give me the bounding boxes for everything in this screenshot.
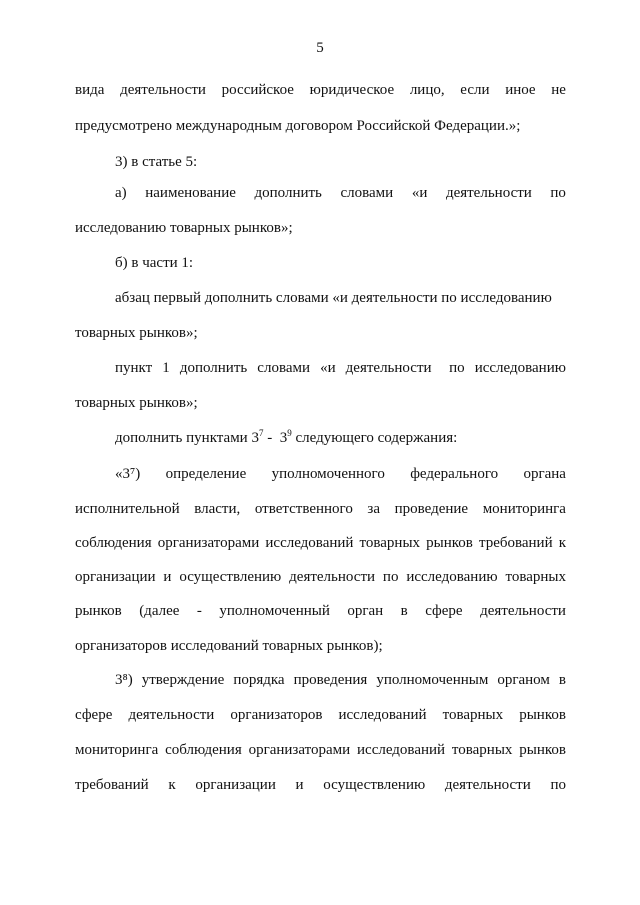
word: деятельности — [445, 185, 532, 201]
text-line — [75, 567, 566, 587]
word: и — [163, 569, 172, 585]
word: иное — [505, 82, 536, 98]
word: организации — [75, 569, 156, 585]
word: 1 — [162, 360, 170, 376]
word: уполномоченным — [376, 672, 489, 688]
word: сфере — [425, 603, 463, 619]
word: орган — [347, 603, 384, 619]
word: пункт — [115, 360, 153, 376]
word: рынков — [519, 707, 566, 723]
word: словами — [340, 185, 394, 201]
text-line: б) в части 1: — [115, 255, 194, 271]
word: российское — [221, 82, 294, 98]
word: осуществлению — [323, 777, 426, 793]
word: товарных — [442, 707, 504, 723]
word: лицо, — [409, 82, 445, 98]
superscript: 7 — [258, 428, 264, 438]
word: рынков — [519, 742, 566, 758]
word: не — [551, 82, 566, 98]
word: сфере — [75, 707, 113, 723]
word: «и — [320, 360, 336, 376]
word: в — [400, 603, 408, 619]
word: исследований — [338, 707, 427, 723]
text-line — [75, 705, 566, 725]
word: проведение — [394, 501, 469, 517]
page-number: 5 — [316, 40, 324, 56]
word: если — [460, 82, 490, 98]
text-line — [115, 670, 566, 690]
word: уполномоченного — [271, 466, 385, 482]
word: проведения — [293, 672, 368, 688]
text-line — [115, 183, 566, 203]
word: рынков — [75, 603, 122, 619]
word: «3⁷) — [115, 466, 141, 482]
word: требований — [75, 777, 149, 793]
text-fragment: следующего содержания: — [291, 430, 458, 446]
word: дополнить — [254, 185, 322, 201]
word: в — [558, 672, 566, 688]
word: деятельности — [120, 82, 206, 98]
text-line: предусмотрено международным договором Российской Федерации.»; — [75, 118, 521, 134]
word: организаторами — [248, 742, 351, 758]
word: органом — [497, 672, 550, 688]
word: организаторов — [230, 707, 323, 723]
word: организации — [195, 777, 276, 793]
text-line: организаторов исследований товарных рынков); — [75, 638, 383, 654]
word: исследований — [265, 535, 354, 551]
text-line: абзац первый дополнить словами «и деятельности по исследованию — [115, 290, 552, 306]
word: и — [295, 777, 304, 793]
word: за — [367, 501, 381, 517]
word: соблюдения — [165, 742, 242, 758]
word: к — [168, 777, 176, 793]
text-line — [75, 80, 566, 100]
word: мониторинга — [75, 742, 159, 758]
word: организаторами — [157, 535, 260, 551]
word: (далее — [139, 603, 180, 619]
word: товарных — [451, 742, 513, 758]
word: дополнить — [179, 360, 248, 376]
text-line: исследованию товарных рынков»; — [75, 220, 293, 236]
text-line: товарных рынков»; — [75, 325, 198, 341]
text-line: товарных рынков»; — [75, 395, 198, 411]
text-line — [115, 358, 566, 378]
word: 3⁸) — [115, 672, 133, 688]
word: определение — [165, 466, 247, 482]
text-fragment: - 3 — [263, 430, 288, 446]
word: требований — [478, 535, 553, 551]
word: соблюдения — [75, 535, 152, 551]
word: федерального — [410, 466, 499, 482]
superscript: 9 — [287, 428, 292, 438]
text-line — [75, 740, 566, 760]
word: утверждение — [141, 672, 225, 688]
word: уполномоченный — [219, 603, 330, 619]
word: деятельности — [444, 777, 531, 793]
word: - — [196, 603, 202, 619]
word: осуществлению — [179, 569, 282, 585]
text-line: 3) в статье 5: — [115, 154, 198, 170]
text-line — [115, 428, 566, 448]
word: деятельности — [480, 603, 566, 619]
word: товарных — [359, 535, 421, 551]
word: деятельности — [128, 707, 215, 723]
word: «и — [411, 185, 428, 201]
word: рынков — [426, 535, 473, 551]
word: по — [382, 569, 399, 585]
word: мониторинга — [482, 501, 566, 517]
word: юридическое — [309, 82, 395, 98]
text-line — [75, 533, 566, 553]
word: исполнительной — [75, 501, 180, 517]
word: вида — [75, 82, 105, 98]
word: по — [550, 777, 566, 793]
word: исследованию — [406, 569, 498, 585]
word: деятельности — [345, 360, 432, 376]
word: словами — [257, 360, 311, 376]
word: власти, — [194, 501, 241, 517]
text-line — [75, 601, 566, 621]
text-line — [75, 775, 566, 795]
word: по — [441, 360, 465, 376]
word: товарных — [505, 569, 566, 585]
word: к — [558, 535, 566, 551]
word: а) — [115, 185, 127, 201]
text-line — [115, 464, 566, 484]
word: по — [550, 185, 566, 201]
word: исследований — [357, 742, 446, 758]
word: деятельности — [289, 569, 376, 585]
word: наименование — [145, 185, 236, 201]
word: ответственного — [254, 501, 353, 517]
word: исследованию — [474, 360, 566, 376]
text-line — [75, 499, 566, 519]
word: органа — [523, 466, 566, 482]
word: порядка — [233, 672, 285, 688]
text-fragment: дополнить пунктами 3 — [115, 430, 259, 446]
